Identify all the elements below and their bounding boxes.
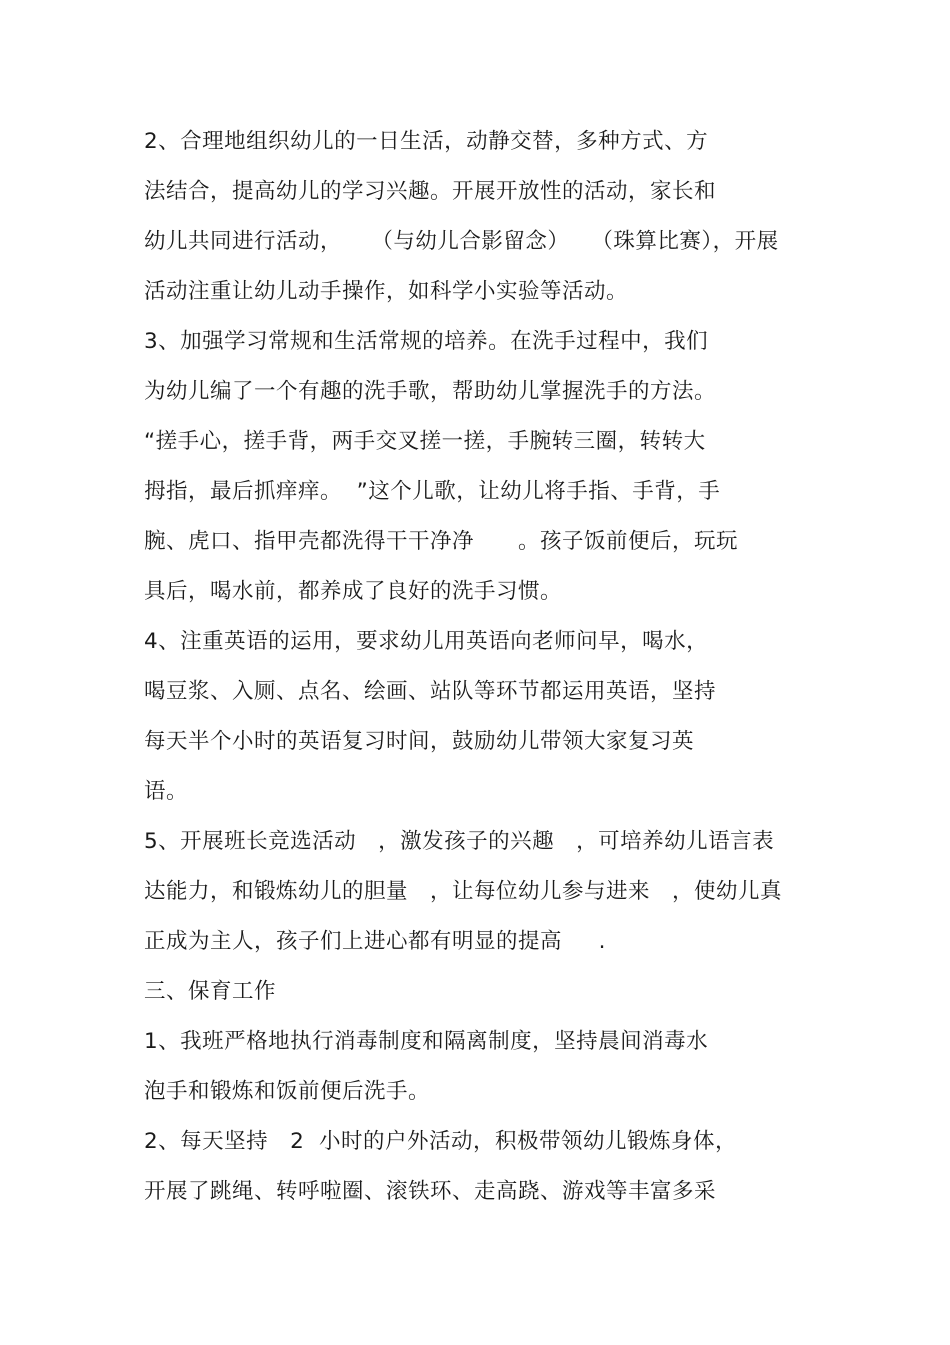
text-line: 腕、虎口、指甲壳都洗得干干净净 。孩子饭前便后，玩玩 xyxy=(144,529,739,554)
text-line: 拇指，最后抓痒痒。 ”这个儿歌，让幼儿将手指、手背，手 xyxy=(144,479,721,504)
text-line: 法结合，提高幼儿的学习兴趣。开展开放性的活动，家长和 xyxy=(144,179,717,204)
text-line: 2、每天坚持 2 小时的户外活动，积极带领幼儿锻炼身体， xyxy=(144,1129,738,1154)
text-line: 每天半个小时的英语复习时间，鼓励幼儿带领大家复习英 xyxy=(144,729,695,754)
section-heading: 三、保育工作 xyxy=(144,979,277,1004)
text-line: 5、开展班长竞选活动 ，激发孩子的兴趣 ，可培养幼儿语言表 xyxy=(144,829,775,854)
text-line: 正成为主人，孩子们上进心都有明显的提高 . xyxy=(144,929,607,954)
text-line: 活动注重让幼儿动手操作，如科学小实验等活动。 xyxy=(144,279,629,304)
text-line: 3、加强学习常规和生活常规的培养。在洗手过程中，我们 xyxy=(144,329,709,354)
text-line: 语。 xyxy=(144,779,189,804)
text-line: 幼儿共同进行活动， （与幼儿合影留念） （珠算比赛），开展 xyxy=(144,229,779,254)
text-line: 喝豆浆、入厕、点名、绘画、站队等环节都运用英语，坚持 xyxy=(144,679,717,704)
text-line: “搓手心，搓手背，两手交叉搓一搓，手腕转三圈，转转大 xyxy=(144,429,706,454)
text-line: 泡手和锻炼和饭前便后洗手。 xyxy=(144,1079,431,1104)
text-line: 4、注重英语的运用，要求幼儿用英语向老师问早，喝水， xyxy=(144,629,709,654)
text-line: 为幼儿编了一个有趣的洗手歌，帮助幼儿掌握洗手的方法。 xyxy=(144,379,717,404)
text-line: 1、我班严格地执行消毒制度和隔离制度，坚持晨间消毒水 xyxy=(144,1029,709,1054)
text-line: 2、合理地组织幼儿的一日生活，动静交替，多种方式、方 xyxy=(144,129,709,154)
text-line: 具后，喝水前，都养成了良好的洗手习惯。 xyxy=(144,579,563,604)
text-line: 开展了跳绳、转呼啦圈、滚铁环、走高跷、游戏等丰富多采 xyxy=(144,1179,717,1204)
text-line: 达能力，和锻炼幼儿的胆量 ，让每位幼儿参与进来 ，使幼儿真 xyxy=(144,879,783,904)
